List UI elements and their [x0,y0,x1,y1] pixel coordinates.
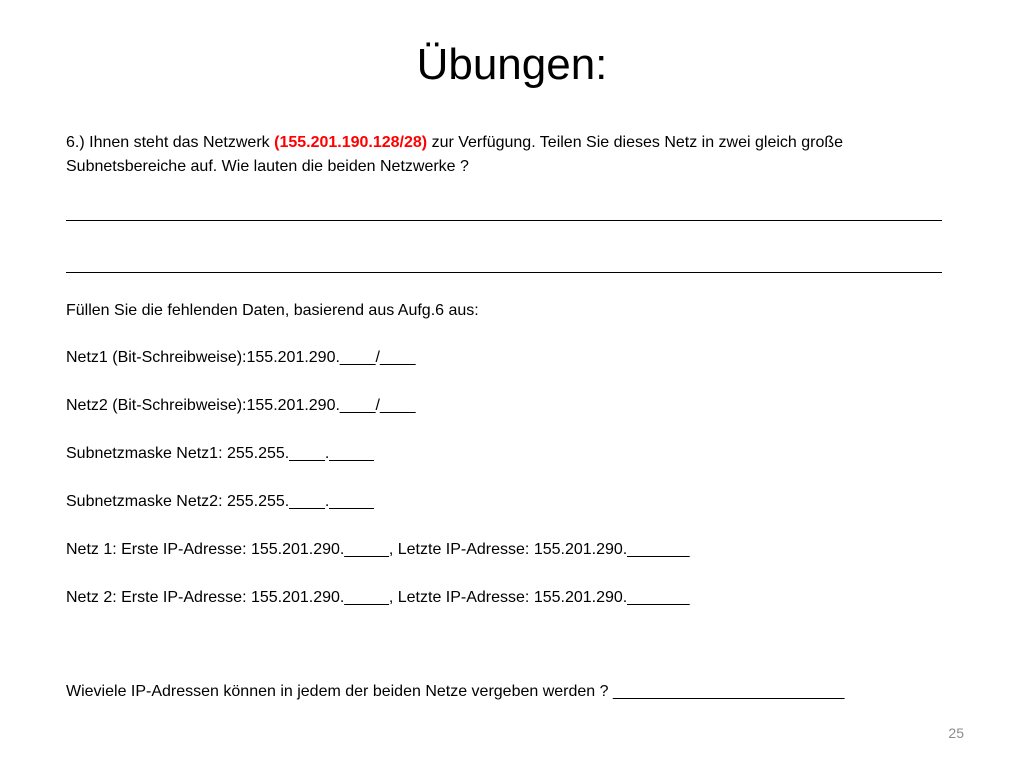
slide-title: Übungen: [416,40,608,89]
answer-line-2 [66,272,942,273]
subnet-mask-netz1: Subnetzmaske Netz1: 255.255.____._____ [66,445,374,462]
fill-instruction: Füllen Sie die fehlenden Daten, basierend aus Aufg.6 aus: [66,302,479,319]
netz2-bit-notation: Netz2 (Bit-Schreibweise):155.201.290.____/____ [66,397,416,414]
page-number: 25 [948,725,964,741]
ip-range-netz1: Netz 1: Erste IP-Adresse: 155.201.290._____, Letzte IP-Adresse: 155.201.290._______ [66,541,690,558]
answer-line-1 [66,220,942,221]
netz1-bit-notation: Netz1 (Bit-Schreibweise):155.201.290.____/____ [66,349,416,366]
subnet-mask-netz2: Subnetzmaske Netz2: 255.255.____._____ [66,493,374,510]
question-suffix: zur Verfügung. Teilen Sie dieses Netz in zwei gleich große [427,134,844,151]
question-line-1 [66,131,966,155]
network-address: (155.201.190.128/28) [274,134,428,151]
question-line-2: Subnetsbereiche auf. Wie lauten die beiden Netzwerke ? [66,158,469,175]
ip-count-question: Wieviele IP-Adressen können in jedem der beiden Netze vergeben werden ? __________________________ [66,683,845,700]
question-prefix: 6.) Ihnen steht das Netzwerk [66,134,275,151]
ip-range-netz2: Netz 2: Erste IP-Adresse: 155.201.290._____, Letzte IP-Adresse: 155.201.290._______ [66,589,690,606]
